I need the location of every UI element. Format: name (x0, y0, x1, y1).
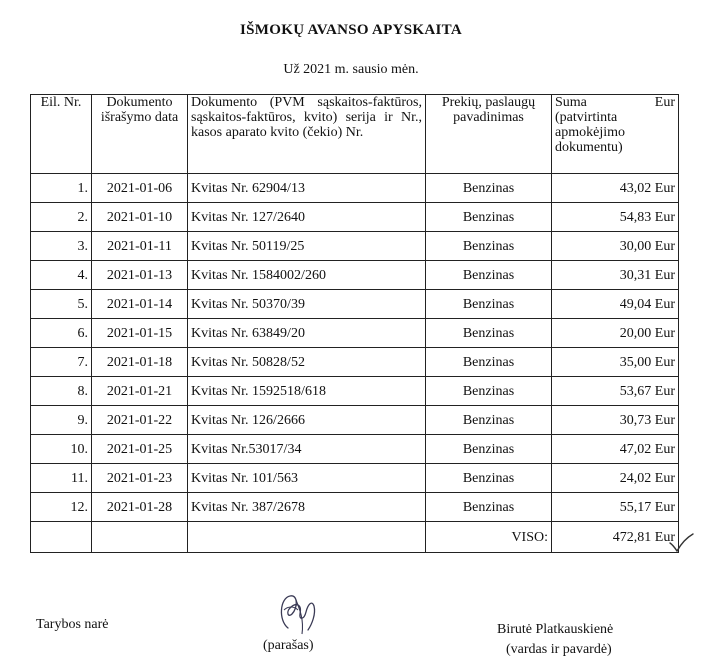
row-nr: 2. (31, 203, 92, 232)
row-document: Kvitas Nr. 127/2640 (188, 203, 426, 232)
row-document: Kvitas Nr. 101/563 (188, 464, 426, 493)
row-date: 2021-01-21 (92, 377, 188, 406)
row-document: Kvitas Nr. 50828/52 (188, 348, 426, 377)
row-document: Kvitas Nr. 1592518/618 (188, 377, 426, 406)
table-row (31, 174, 679, 203)
total-label: VISO: (426, 522, 552, 553)
table-row (31, 435, 679, 464)
row-name: Benzinas (426, 493, 552, 522)
header-name: Prekių, paslaugų pavadinimas (426, 95, 552, 174)
signer-role: Tarybos narė (36, 617, 109, 632)
row-nr: 3. (31, 232, 92, 261)
row-document: Kvitas Nr. 63849/20 (188, 319, 426, 348)
row-name: Benzinas (426, 348, 552, 377)
row-date: 2021-01-28 (92, 493, 188, 522)
row-name: Benzinas (426, 406, 552, 435)
row-sum: 20,00 Eur (552, 319, 679, 348)
row-nr: 4. (31, 261, 92, 290)
row-date: 2021-01-14 (92, 290, 188, 319)
row-nr: 11. (31, 464, 92, 493)
signer-name-caption: (vardas ir pavardė) (506, 642, 612, 657)
row-document: Kvitas Nr. 50119/25 (188, 232, 426, 261)
header-sum (552, 95, 679, 174)
row-nr: 12. (31, 493, 92, 522)
row-name: Benzinas (426, 261, 552, 290)
total-empty-cell (31, 522, 92, 553)
row-sum: 53,67 Eur (552, 377, 679, 406)
check-mark-icon (668, 532, 694, 554)
table-row (31, 348, 679, 377)
row-name: Benzinas (426, 319, 552, 348)
row-document: Kvitas Nr. 1584002/260 (188, 261, 426, 290)
row-name: Benzinas (426, 174, 552, 203)
row-document: Kvitas Nr.53017/34 (188, 435, 426, 464)
total-value: 472,81 Eur (552, 522, 679, 553)
row-sum: 54,83 Eur (552, 203, 679, 232)
table-row (31, 203, 679, 232)
table-row (31, 464, 679, 493)
row-document: Kvitas Nr. 126/2666 (188, 406, 426, 435)
table-row (31, 261, 679, 290)
header-date: Dokumento išrašymo data (92, 95, 188, 174)
row-sum: 30,00 Eur (552, 232, 679, 261)
row-date: 2021-01-06 (92, 174, 188, 203)
row-date: 2021-01-25 (92, 435, 188, 464)
table-row (31, 377, 679, 406)
table-header-row (31, 95, 679, 174)
row-nr: 10. (31, 435, 92, 464)
row-nr: 6. (31, 319, 92, 348)
row-nr: 5. (31, 290, 92, 319)
total-empty-cell (188, 522, 426, 553)
row-nr: 9. (31, 406, 92, 435)
document-period: Už 2021 m. sausio mėn. (283, 62, 419, 77)
row-sum: 30,31 Eur (552, 261, 679, 290)
row-date: 2021-01-10 (92, 203, 188, 232)
row-document: Kvitas Nr. 62904/13 (188, 174, 426, 203)
row-sum: 55,17 Eur (552, 493, 679, 522)
header-nr: Eil. Nr. (31, 95, 92, 174)
row-sum: 49,04 Eur (552, 290, 679, 319)
header-document: Dokumento (PVM sąskaitos-faktūros, sąskaitos-faktūros, kvito) serija ir Nr., kasos aparato kvito (čekio) Nr. (188, 95, 426, 174)
document-title: IŠMOKŲ AVANSO APYSKAITA (240, 22, 462, 38)
row-name: Benzinas (426, 290, 552, 319)
row-sum: 24,02 Eur (552, 464, 679, 493)
table-row (31, 290, 679, 319)
row-date: 2021-01-23 (92, 464, 188, 493)
row-date: 2021-01-22 (92, 406, 188, 435)
header-sum-label: Suma (555, 95, 587, 110)
row-sum: 30,73 Eur (552, 406, 679, 435)
row-nr: 1. (31, 174, 92, 203)
row-date: 2021-01-15 (92, 319, 188, 348)
row-name: Benzinas (426, 435, 552, 464)
row-name: Benzinas (426, 232, 552, 261)
table-row (31, 406, 679, 435)
total-empty-cell (92, 522, 188, 553)
row-sum: 35,00 Eur (552, 348, 679, 377)
table-row (31, 232, 679, 261)
row-document: Kvitas Nr. 387/2678 (188, 493, 426, 522)
row-document: Kvitas Nr. 50370/39 (188, 290, 426, 319)
row-name: Benzinas (426, 464, 552, 493)
signature-caption: (parašas) (263, 638, 314, 653)
total-row (31, 522, 679, 553)
table-row (31, 493, 679, 522)
row-date: 2021-01-11 (92, 232, 188, 261)
header-sum-note: (patvirtinta apmokėjimo dokumentu) (555, 110, 625, 155)
row-date: 2021-01-13 (92, 261, 188, 290)
signer-name: Birutė Platkauskienė (497, 622, 614, 637)
header-sum-currency: Eur (654, 95, 675, 110)
advance-report-table (30, 94, 679, 553)
row-date: 2021-01-18 (92, 348, 188, 377)
handwritten-signature (268, 590, 328, 640)
row-sum: 43,02 Eur (552, 174, 679, 203)
row-nr: 8. (31, 377, 92, 406)
row-name: Benzinas (426, 377, 552, 406)
row-nr: 7. (31, 348, 92, 377)
table-row (31, 319, 679, 348)
row-sum: 47,02 Eur (552, 435, 679, 464)
row-name: Benzinas (426, 203, 552, 232)
